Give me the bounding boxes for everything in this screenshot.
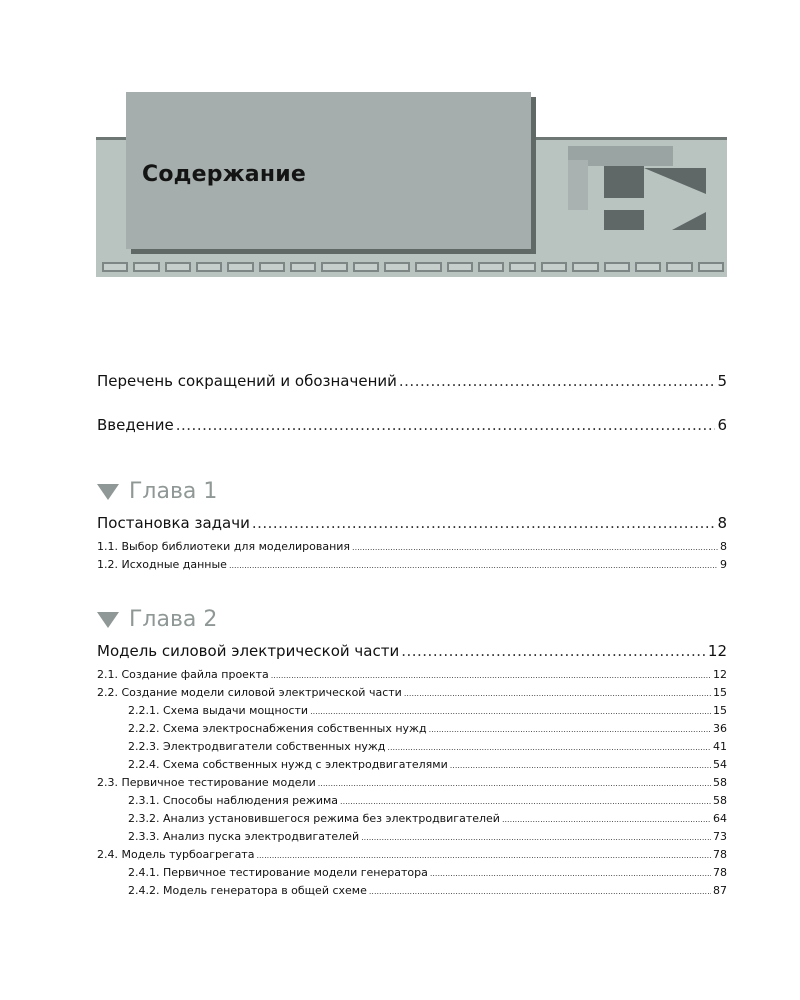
toc-subitem[interactable]: 2.3.1. Способы наблюдения режима ..... 58	[97, 794, 727, 812]
dot-leader	[399, 372, 716, 390]
dot-leader	[430, 866, 711, 879]
dot-leader	[229, 558, 718, 571]
decorative-blocks-graphic	[568, 146, 718, 258]
dot-leader	[310, 704, 711, 717]
banner-dash-strip	[102, 262, 724, 272]
toc-subitem[interactable]: 2.2.2. Схема электроснабжения собственных нужд ..... 36	[97, 722, 727, 740]
toc-subitem[interactable]: 2.4.2. Модель генератора в общей схеме ..... 87	[97, 884, 727, 902]
toc-item[interactable]: 2.4. Модель турбоагрегата ..... 78	[97, 848, 727, 866]
dot-leader	[318, 776, 711, 789]
toc-item[interactable]: 2.3. Первичное тестирование модели ..... 58	[97, 776, 727, 794]
toc-item[interactable]: 2.2. Создание модели силовой электрической части ..... 15	[97, 686, 727, 704]
title-banner	[96, 90, 727, 278]
triangle-bullet-icon	[97, 612, 119, 628]
page-title: Содержание	[142, 162, 306, 187]
toc-section[interactable]: Модель силовой электрической части ..... 12	[97, 642, 727, 664]
chapter-2-heading: Глава 2	[97, 604, 727, 634]
toc-entry-intro[interactable]: Введение ..... 6	[97, 416, 727, 438]
toc-subitem[interactable]: 2.2.3. Электродвигатели собственных нужд ..... 41	[97, 740, 727, 758]
toc-item[interactable]: 2.1. Создание файла проекта ..... 12	[97, 668, 727, 686]
toc-item[interactable]: 1.2. Исходные данные ..... 9	[97, 558, 727, 576]
dot-leader	[429, 722, 711, 735]
toc-subitem[interactable]: 2.2.4. Схема собственных нужд с электродвигателями ..... 54	[97, 758, 727, 776]
dot-leader	[352, 540, 718, 553]
triangle-bullet-icon	[97, 484, 119, 500]
dot-leader	[361, 830, 711, 843]
toc-subitem[interactable]: 2.2.1. Схема выдачи мощности ..... 15	[97, 704, 727, 722]
dot-leader	[271, 668, 711, 681]
toc-entry-abbreviations[interactable]: Перечень сокращений и обозначений ..... 5	[97, 372, 727, 394]
toc-subitem[interactable]: 2.3.3. Анализ пуска электродвигателей ..... 73	[97, 830, 727, 848]
dot-leader	[387, 740, 711, 753]
toc-section[interactable]: Постановка задачи ..... 8	[97, 514, 727, 536]
dot-leader	[450, 758, 711, 771]
dot-leader	[176, 416, 716, 434]
title-card	[126, 92, 531, 249]
toc-subitem[interactable]: 2.4.1. Первичное тестирование модели генератора ..... 78	[97, 866, 727, 884]
dot-leader	[256, 848, 711, 861]
toc-subitem[interactable]: 2.3.2. Анализ установившегося режима без электродвигателей ..... 64	[97, 812, 727, 830]
dot-leader	[252, 514, 716, 532]
toc-item[interactable]: 1.1. Выбор библиотеки для моделирования ..... 8	[97, 540, 727, 558]
table-of-contents	[97, 372, 727, 902]
dot-leader	[502, 812, 711, 825]
dot-leader	[401, 642, 706, 660]
dot-leader	[404, 686, 711, 699]
chapter-1-heading: Глава 1	[97, 476, 727, 506]
dot-leader	[369, 884, 711, 897]
dot-leader	[340, 794, 711, 807]
